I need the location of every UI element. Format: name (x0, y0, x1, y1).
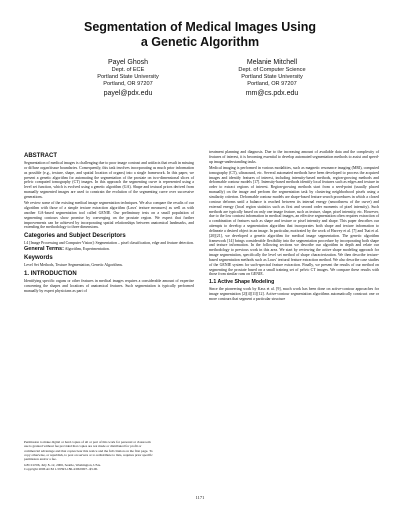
author-city: Portland, OR 97207 (103, 81, 153, 88)
categories-heading: Categories and Subject Descriptors (24, 233, 126, 240)
body-paragraph-3: Since the pioneering work by Kass et al. [9], much work has been done on active-contour approaches for image segmentation [2][4][11][12]. Active-contour segmentation algorithms automatically construct one or more contours that segment a particular structure (209, 287, 379, 302)
paper-title-line1: Segmentation of Medical Images Using (84, 20, 316, 34)
copyright-footnote (24, 440, 154, 473)
introduction-heading: 1. INTRODUCTION (24, 271, 77, 278)
author-name: Melanie Mitchell (246, 59, 298, 66)
author-email[interactable]: payel@pdx.edu (103, 89, 153, 97)
author-dept: Dept. of Computer Science (238, 67, 306, 73)
body-paragraph-2: Medical imaging is performed in various modalities, such as magnetic resonance imaging (MRI), computed tomography (CT), ultrasound, etc. Several automated methods have been developed to process the acquired images and identify features of interest, including intensity-based methods, region-growing methods and deformable contour models [17]. Intensity-based methods identify local features such as edges and texture in order to extract regions of interest. Region-growing methods start from a seed-point (usually placed manually) on the image and perform the segmentation task by clustering neighborhood pixels using a similarity criterion. Deformable contour models are shape-based feature search procedures in which a closed contour deforms until a balance is reached between its internal energy (smoothness of the curve) and external energy (local region statistics such as first and second order moments of pixel intensity). Such methods are typically based on only one image feature, such as texture, shape, pixel intensity, etc. However, due to the low contrast information in medical images, an effective segmentation often requires extraction of a combination of features such as shape and texture or pixel intensity and shape. This paper describes our attempts to develop a segmentation algorithm that incorporates both shape and texture information to delineate a desired object in an image. In particular, motivated by the work of Harvey et al. [7] and Tsai et al. [20][21], we developed a genetic algorithm for medical image segmentation. The genetic algorithm framework [14] brings considerable flexibility into the segmentation procedure by incorporating both shape and texture information. In the following sections we describe our algorithm in depth and relate our methodology to previous work in this area. We start by reviewing the active shape modeling approach for image segmentation, specifically the level set method of shape characterization. We then describe texture-based segmentation methods such as Laws' textural feature extraction method. We also describe case studies of the GENIE system for such-spectral feature extraction. Finally, we present the results of our method on segmenting the prostate based on a small training set of pelvic CT images. We compare these results with those from similar runs on GENIE. (209, 165, 379, 277)
author-city: Portland, OR 97207 (247, 81, 297, 88)
general-terms-text: Algorithm, Experimentation. (64, 247, 110, 252)
author-name: Payel Ghosh (107, 59, 149, 66)
right-column (209, 150, 379, 303)
general-terms (24, 247, 194, 252)
abstract-heading: ABSTRACT (24, 153, 57, 159)
author-university: Portland State University (241, 74, 303, 81)
author-email[interactable]: mm@cs.pdx.edu (245, 89, 299, 97)
copyright-line: Copyright 2006 ACM 1-59593-186-4/06/0007...$5.00. (24, 467, 99, 472)
abstract-paragraph-1: Segmentation of medical images is challenging due to poor image contrast and artifacts that result in missing or diffuse organ/tissue boundaries. Consequently, this task involves incorporating as much prior information as possible (e.g., texture, shape, and spatial location of organs) into a single framework. In this paper, we present a genetic algorithm for automating the segmentation of the prostate on two-dimensional slices of pelvic computed tomography (CT) images. In this approach the segmenting curve is represented using a level set function, which is evolved using a genetic algorithm (GA). Shape and textural priors derived from manually segmented images are used to constrain the evolution of the segmenting curve over successive generations. (24, 161, 194, 199)
general-terms-heading: General Terms: (24, 246, 64, 253)
categories-text: I.4 [Image Processing and Computer Vision]: Segmentation – pixel classification, edge and feature detection. (24, 241, 194, 246)
left-column (24, 150, 194, 295)
author-block-1 (58, 58, 198, 98)
body-paragraph-1: treatment planning and diagnosis. Due to the increasing amount of available data and the complexity of features of interest, it is becoming essential to develop automated segmentation methods to assist and speed-up image-understanding tasks. (209, 150, 379, 164)
permission-notice: Permission to make digital or hard copies of all or part of this work for personal or classroom use is granted without fee provided that copies are not made or distributed for profit or commercial advantage and that copies bear this notice and the full citation on the first page. To copy otherwise, or republish, to post on servers or to redistribute to lists, requires prior specific permission and/or a fee. (24, 440, 153, 462)
keywords-text: Level Set Methods, Texture Segmentation, Genetic Algorithms. (24, 263, 123, 268)
introduction-paragraph: Identifying specific organs or other features in medical images requires a considerable amount of expertise concerning the shapes and locations of anatomical features. Such segmentation is typically performed manually by expert physicians as part of (24, 279, 194, 293)
keywords-heading: Keywords (24, 255, 53, 262)
conference-line: GECCO'06, July 8–12, 2006, Seattle, Washington, USA. (24, 463, 101, 468)
author-dept: Dept. of ECE (111, 67, 145, 73)
page-number: 1171 (195, 495, 205, 500)
subsection-heading: 1.1 Active Shape Modeling (209, 279, 275, 286)
author-block-2 (202, 58, 342, 98)
author-university: Portland State University (97, 74, 159, 81)
paper-title-line2: a Genetic Algorithm (140, 35, 260, 49)
abstract-paragraph-2: We review some of the existing medical image segmentation techniques. We also compare the results of our algorithm with those of a simple texture extraction algorithm (Laws' texture measures) as well as with another GA-based segmentation tool called GENIE. Our preliminary tests on a small population of segmenting contours show promise by converging on the prostate region. We expect that further improvements can be achieved by incorporating spatial relationships between anatomical landmarks, and extending the methodology to three dimensions. (24, 201, 194, 230)
